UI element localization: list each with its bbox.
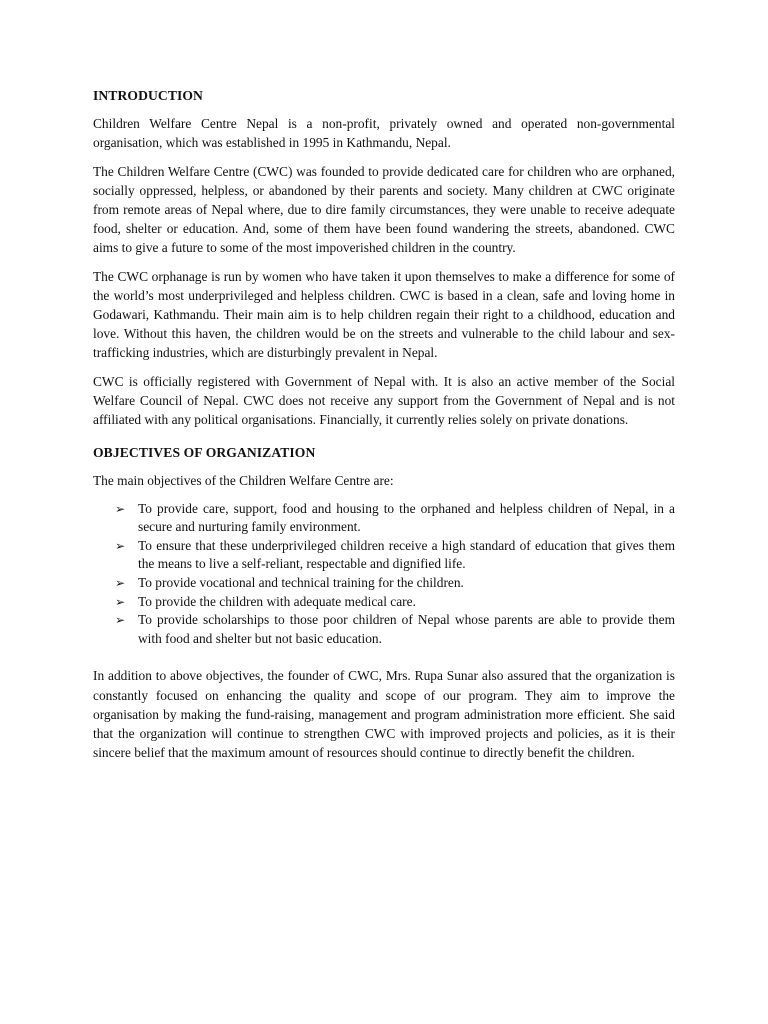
objectives-heading: OBJECTIVES OF ORGANIZATION <box>93 445 316 461</box>
arrow-bullet-icon: ➢ <box>115 576 126 591</box>
objectives-intro: The main objectives of the Children Welfare Centre are: <box>93 473 394 489</box>
arrow-bullet-icon: ➢ <box>115 538 126 553</box>
document-page <box>93 86 675 771</box>
arrow-bullet-icon: ➢ <box>115 594 126 609</box>
list-item <box>93 500 675 537</box>
intro-paragraph-4: CWC is officially registered with Government of Nepal with. It is also an active member of the Social Welfare Council of Nepal. CWC does not receive any support from the Government of Nepal and is not affiliated with any political organisations. Financially, it currently relies solely on private donations. <box>93 373 675 428</box>
intro-paragraph-3: The CWC orphanage is run by women who have taken it upon themselves to make a difference for some of the world’s most underprivileged and helpless children. CWC is based in a clean, safe and loving home in Godawari, Kathmandu. Their main aim is to help children regain their right to a childhood, education and love. Without this haven, the children would be on the streets and vulnerable to the child labour and sex-trafficking industries, which are disturbingly prevalent in Nepal. <box>93 268 675 361</box>
objective-text: To provide care, support, food and housing to the orphaned and helpless children of Nepal, in a secure and nurturing family environment. <box>138 500 675 535</box>
intro-paragraph-2: The Children Welfare Centre (CWC) was founded to provide dedicated care for children who are orphaned, socially oppressed, helpless, or abandoned by their parents and society. Many children at CWC originate from remote areas of Nepal where, due to dire family circumstances, they were unable to receive adequate food, shelter or education. And, some of them have been found wandering the streets, abandoned. CWC aims to give a future to some of the most impoverished children in the country. <box>93 163 675 256</box>
arrow-bullet-icon: ➢ <box>115 613 126 628</box>
objective-text: To ensure that these underprivileged children receive a high standard of education that gives them the means to live a self-reliant, respectable and dignified life. <box>138 537 675 572</box>
arrow-bullet-icon: ➢ <box>115 501 126 516</box>
introduction-heading: INTRODUCTION <box>93 88 203 103</box>
objectives-list <box>93 500 675 649</box>
list-item <box>93 537 675 574</box>
closing-paragraph: In addition to above objectives, the founder of CWC, Mrs. Rupa Sunar also assured that the organization is constantly focused on enhancing the quality and scope of our program. They aim to improve the organisation by making the fund-raising, management and program administration more efficient. She said that the organization will continue to strengthen CWC with improved projects and policies, as it is their sincere belief that the maximum amount of resources should continue to directly benefit the children. <box>93 668 675 761</box>
list-item <box>93 574 675 593</box>
objective-text: To provide vocational and technical training for the children. <box>138 575 464 591</box>
objective-text: To provide scholarships to those poor children of Nepal whose parents are able to provide them with food and shelter but not basic education. <box>138 612 675 646</box>
list-item <box>93 593 675 612</box>
intro-paragraph-1: Children Welfare Centre Nepal is a non-profit, privately owned and operated non-governmental organisation, which was established in 1995 in Kathmandu, Nepal. <box>93 116 675 151</box>
list-item <box>93 611 675 648</box>
objective-text: To provide the children with adequate medical care. <box>138 593 416 609</box>
